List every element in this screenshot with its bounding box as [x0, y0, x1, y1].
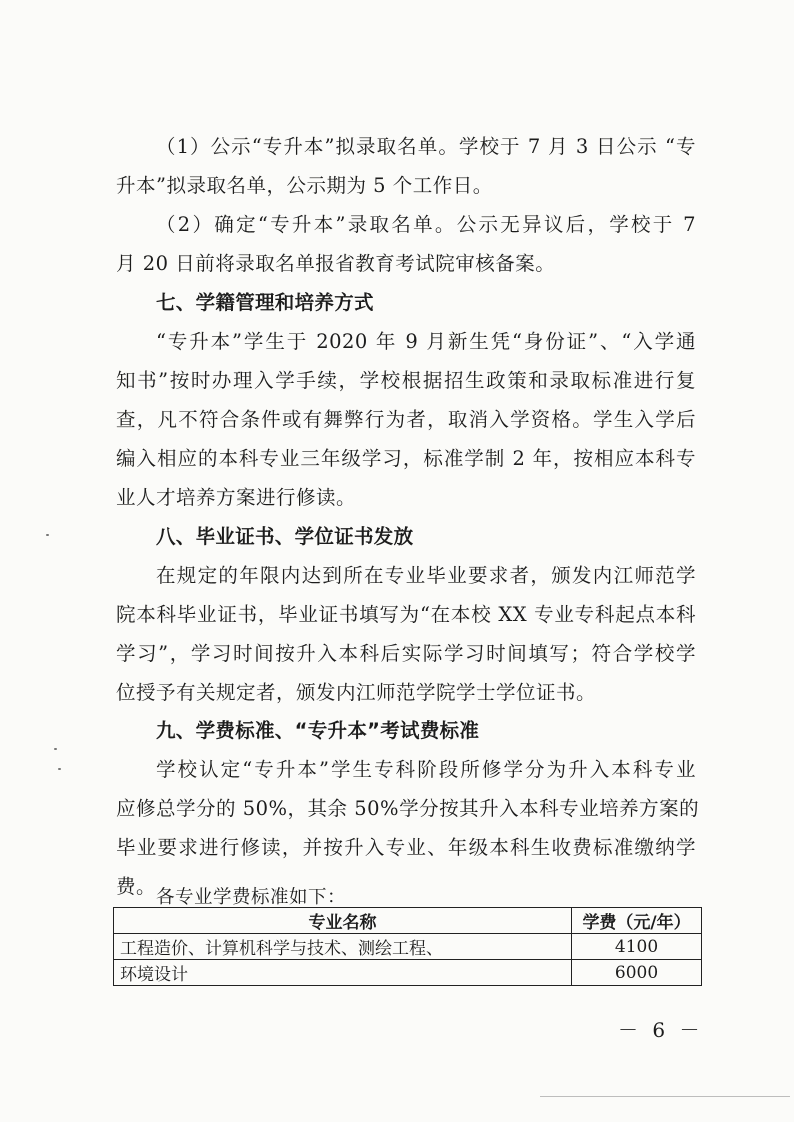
scan-edge-line — [540, 1096, 790, 1097]
section7-line2: 知书”按时办理入学手续，学校根据招生政策和录取标准进行复 — [116, 369, 696, 392]
fee-intro: 各专业学费标准如下： — [156, 887, 347, 908]
table-row — [114, 934, 702, 960]
section8-line4: 位授予有关规定者，颁发内江师范学院学士学位证书。 — [116, 681, 597, 704]
section8-line2: 院本科毕业证书，毕业证书填写为“在本校 XX 专业专科起点本科 — [116, 603, 696, 626]
section7-line1: “专升本”学生于 2020 年 9 月新生凭“身份证”、“入学通 — [156, 330, 696, 353]
fee-table — [113, 907, 702, 986]
fee-table-header-major: 专业名称 — [114, 908, 572, 934]
fee-table-fee-cell: 6000 — [572, 960, 702, 986]
scan-speck — [54, 748, 57, 750]
fee-table-header-row — [114, 908, 702, 934]
section8-line3: 学习”，学习时间按升入本科后实际学习时间填写；符合学校学 — [116, 642, 696, 665]
para2-line2: 月 20 日前将录取名单报省教育考试院审核备案。 — [116, 252, 556, 275]
page-number: － 6 － — [618, 1018, 704, 1042]
fee-table-header-fee: 学费（元/年） — [572, 908, 702, 934]
section7-line3: 查，凡不符合条件或有舞弊行为者，取消入学资格。学生入学后 — [116, 408, 696, 431]
para1-line1: （1）公示“专升本”拟录取名单。学校于 7 月 3 日公示 “专 — [156, 135, 696, 158]
para1-line2: 升本”拟录取名单，公示期为 5 个工作日。 — [116, 174, 493, 197]
fee-table-major-cell: 环境设计 — [114, 960, 572, 986]
fee-table-fee-cell: 4100 — [572, 934, 702, 960]
section7-heading: 七、学籍管理和培养方式 — [156, 291, 374, 314]
fee-table-major-cell: 工程造价、计算机科学与技术、测绘工程、 — [114, 934, 572, 960]
section9-line4: 费。 — [116, 875, 157, 898]
section9-heading: 九、学费标准、“专升本”考试费标准 — [156, 719, 480, 742]
section9-line1: 学校认定“专升本”学生专科阶段所修学分为升入本科专业 — [156, 758, 696, 781]
section7-line5: 业人才培养方案进行修读。 — [116, 486, 357, 509]
section9-line3: 毕业要求进行修读，并按升入专业、年级本科生收费标准缴纳学 — [116, 836, 696, 859]
table-row — [114, 960, 702, 986]
para2-line1: （2）确定“专升本”录取名单。公示无异议后，学校于 7 — [156, 213, 696, 236]
section8-line1: 在规定的年限内达到所在专业毕业要求者，颁发内江师范学 — [156, 564, 696, 587]
section8-heading: 八、毕业证书、学位证书发放 — [156, 525, 414, 548]
section7-line4: 编入相应的本科专业三年级学习，标准学制 2 年，按相应本科专 — [116, 447, 696, 470]
scan-speck — [58, 768, 61, 770]
section9-line2: 应修总学分的 50%，其余 50%学分按其升入本科专业培养方案的 — [116, 797, 700, 820]
scan-speck — [46, 534, 49, 536]
